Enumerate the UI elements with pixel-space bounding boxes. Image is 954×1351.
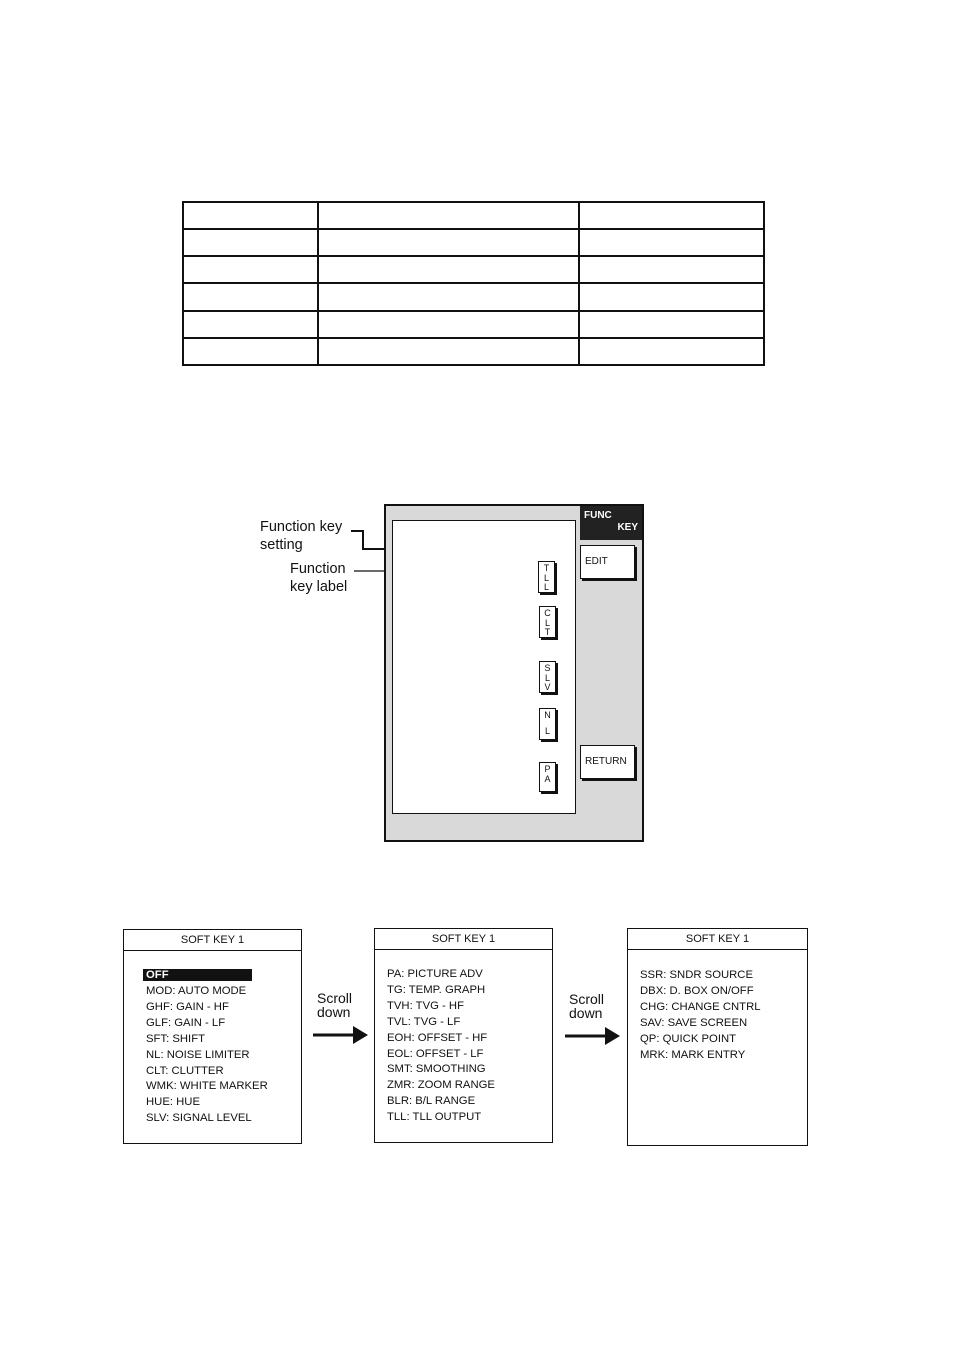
soft-key-header: SOFT KEY 1 [628,929,807,950]
list-item[interactable]: TG: TEMP. GRAPH [387,983,486,996]
key-letter: V [544,682,551,692]
callout-function-key-setting [260,518,342,554]
table-row [183,338,764,365]
list-item[interactable]: SSR: SNDR SOURCE [640,969,753,981]
list-item[interactable]: SMT: SMOOTHING [387,1063,486,1076]
list-item[interactable]: TVH: TVG - HF [387,999,464,1012]
soft-key-list-3 [627,928,808,1146]
list-item-selected[interactable]: OFF [143,969,252,981]
list-item[interactable]: PA: PICTURE ADV [387,968,483,980]
soft-key-list-2 [374,928,553,1143]
scroll-down-label-1 [317,991,352,1019]
soft-key-items [387,967,495,1126]
scroll-text: Scroll [317,990,353,1006]
list-item[interactable]: MOD: AUTO MODE [146,985,247,997]
list-item[interactable]: GHF: GAIN - HF [146,1000,229,1013]
title-line: FUNC [584,510,612,521]
func-key-title [580,506,642,540]
list-item[interactable]: NL: NOISE LIMITER [146,1048,250,1061]
scroll-down-label-2 [569,992,604,1020]
key-letter: T [544,627,551,637]
key-label-clt[interactable] [539,606,556,638]
list-item[interactable]: ZMR: ZOOM RANGE [387,1079,495,1092]
callout-function-key-label [290,560,347,596]
key-letter: C [544,608,551,618]
list-item[interactable]: HUE: HUE [146,1096,200,1109]
list-item[interactable]: TVL: TVG - LF [387,1015,461,1028]
key-label-slv[interactable] [539,661,556,693]
key-letter: A [544,773,551,784]
list-item[interactable]: DBX: D. BOX ON/OFF [640,984,754,997]
soft-key-items [146,969,268,1127]
key-letter: L [544,725,550,736]
table-row [183,283,764,310]
key-label-nl[interactable] [539,708,556,740]
table-row [183,311,764,338]
list-item[interactable]: GLF: GAIN - LF [146,1016,226,1029]
scroll-text: down [569,1005,603,1021]
key-letter: P [544,764,551,774]
key-letter: T [543,563,550,573]
callout-text: key label [290,579,348,595]
list-item[interactable]: SAV: SAVE SCREEN [640,1016,748,1029]
table-row [183,229,764,256]
soft-key-list-1 [123,929,302,1144]
soft-key-header: SOFT KEY 1 [375,929,552,950]
list-item[interactable]: BLR: B/L RANGE [387,1095,476,1108]
return-button[interactable]: RETURN [580,745,635,779]
list-item[interactable]: EOH: OFFSET - HF [387,1031,488,1044]
list-item[interactable]: SLV: SIGNAL LEVEL [146,1112,252,1125]
callout-text: Function [290,561,346,577]
key-label-pa[interactable] [539,762,556,792]
callout-text: setting [260,537,303,553]
soft-key-items [640,968,761,1063]
list-item[interactable]: MRK: MARK ENTRY [640,1048,746,1061]
list-item[interactable]: CHG: CHANGE CNTRL [640,1000,761,1013]
key-label-tll[interactable] [538,561,555,593]
key-letter: L [544,617,550,628]
key-letter: L [544,672,550,683]
edit-button[interactable]: EDIT [580,545,635,579]
list-item[interactable]: QP: QUICK POINT [640,1032,737,1045]
list-item[interactable]: WMK: WHITE MARKER [146,1080,268,1093]
table-row [183,256,764,283]
list-item[interactable]: SFT: SHIFT [146,1032,205,1045]
key-letter: N [544,710,551,720]
empty-table [182,201,765,366]
list-item[interactable]: TLL: TLL OUTPUT [387,1111,482,1124]
title-line: KEY [617,522,638,533]
key-letter: L [543,582,549,592]
scroll-text: down [317,1004,351,1020]
list-item[interactable]: CLT: CLUTTER [146,1064,224,1077]
table-row [183,202,764,229]
list-item[interactable]: EOL: OFFSET - LF [387,1047,484,1060]
callout-text: Function key [260,519,343,535]
function-key-screen [384,504,644,842]
key-letter: L [543,572,549,583]
key-letter: S [544,663,551,673]
scroll-text: Scroll [569,991,605,1007]
soft-key-header: SOFT KEY 1 [124,930,301,951]
